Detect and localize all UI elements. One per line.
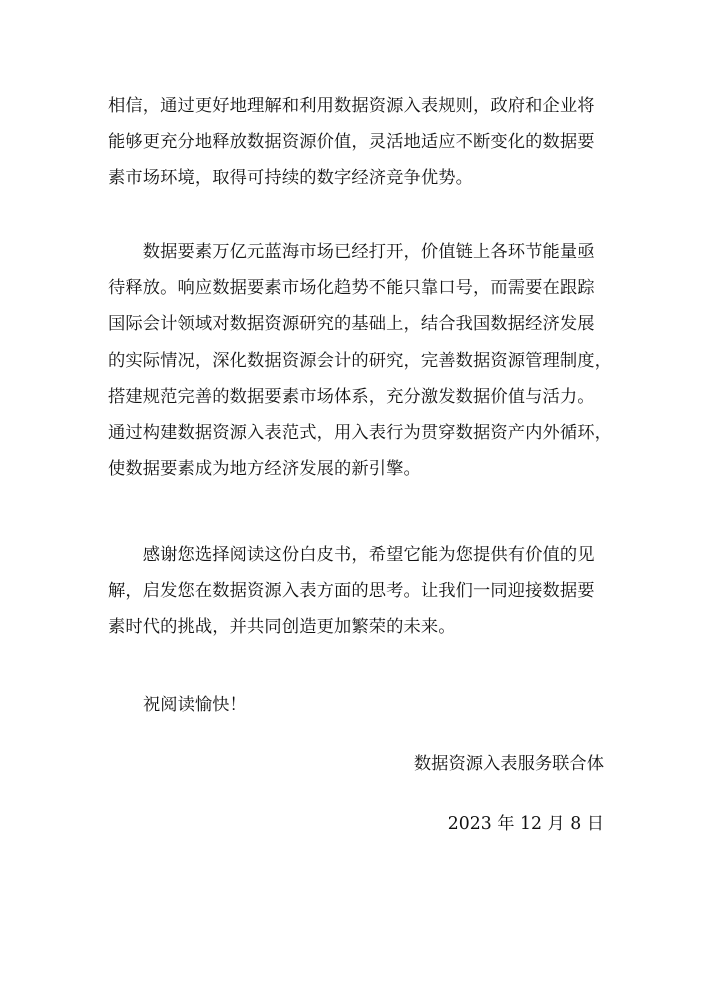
paragraph-thanks <box>108 537 606 646</box>
paragraph-conclusion <box>108 88 606 197</box>
paragraph-line: 解，启发您在数据资源入表方面的思考。让我们一同迎接数据要 <box>108 581 595 602</box>
paragraph-line: 素时代的挑战，并共同创造更加繁荣的未来。 <box>108 617 456 638</box>
paragraph-line: 素市场环境，取得可持续的数字经济竞争优势。 <box>108 168 474 189</box>
paragraph-line: 待释放。响应数据要素市场化趋势不能只靠口号，而需要在跟踪 <box>108 278 595 299</box>
paragraph-line: 能够更充分地释放数据资源价值，灵活地适应不断变化的数据要 <box>108 132 595 153</box>
closing-greeting: 祝阅读愉快！ <box>143 695 247 715</box>
paragraph-line: 使数据要素成为地方经济发展的新引擎。 <box>108 459 421 480</box>
paragraph-line: 通过构建数据资源入表范式，用入表行为贯穿数据资产内外循环， <box>108 423 613 444</box>
paragraph-line: 搭建规范完善的数据要素市场体系，充分激发数据价值与活力。 <box>108 386 595 407</box>
signature: 数据资源入表服务联合体 <box>413 754 604 774</box>
paragraph-market <box>108 234 613 487</box>
paragraph-line: 数据要素万亿元蓝海市场已经打开，价值链上各环节能量亟 <box>108 242 595 262</box>
date: 2023 年 12 月 8 日 <box>447 814 604 834</box>
paragraph-line: 的实际情况，深化数据资源会计的研究，完善数据资源管理制度， <box>108 350 613 371</box>
paragraph-line: 国际会计领域对数据资源研究的基础上，结合我国数据经济发展 <box>108 314 595 335</box>
paragraph-line: 相信，通过更好地理解和利用数据资源入表规则，政府和企业将 <box>108 96 595 116</box>
paragraph-line: 感谢您选择阅读这份白皮书，希望它能为您提供有价值的见 <box>108 545 595 565</box>
